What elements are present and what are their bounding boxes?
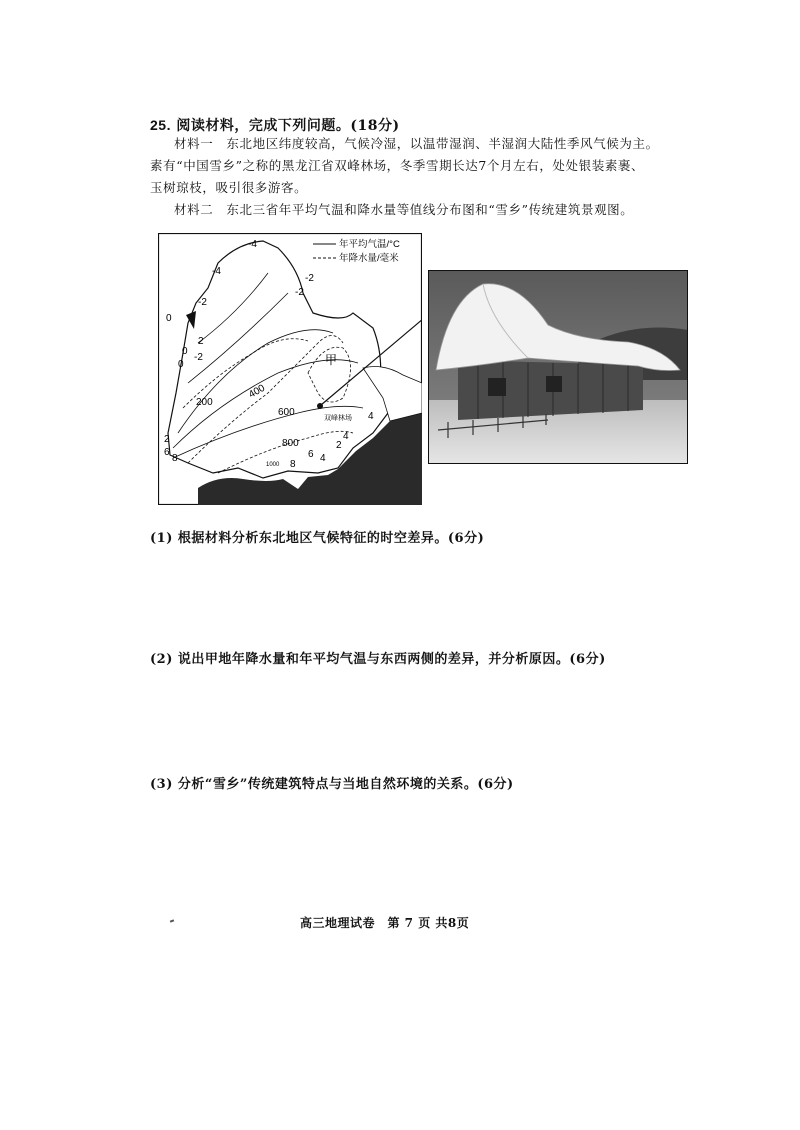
label-temp: -2 bbox=[305, 273, 314, 284]
label-temp: 0 bbox=[182, 346, 188, 357]
label-precip: 400 bbox=[247, 382, 267, 401]
label-temp: -4 bbox=[212, 266, 221, 277]
page-footer: 高三地理试卷 第 7 页 共8页 bbox=[300, 916, 470, 930]
label-precip: 600 bbox=[278, 407, 295, 418]
label-temp: 0 bbox=[178, 359, 184, 370]
label-precip: 1000 bbox=[266, 462, 280, 468]
label-temp: -4 bbox=[248, 239, 257, 250]
label-temp: -2 bbox=[198, 297, 207, 308]
isoline-map bbox=[158, 233, 422, 505]
material-one bbox=[150, 133, 695, 199]
place-jia: 甲 bbox=[325, 353, 338, 367]
window bbox=[546, 376, 562, 392]
legend-temp-label: 年平均气温/°C bbox=[339, 239, 400, 250]
question-title bbox=[150, 115, 400, 135]
label-temp: 8 bbox=[290, 459, 296, 470]
subquestion-2: (2) 说出甲地年降水量和年平均气温与东西两侧的差异，并分析原因。(6分) bbox=[150, 652, 606, 667]
material-one-line-3: 玉树琼枝，吸引很多游客。 bbox=[150, 180, 308, 195]
material-one-line-2: 素有“中国雪乡”之称的黑龙江省双峰林场，冬季雪期长达7个月左右，处处银装素裹、 bbox=[150, 158, 645, 173]
label-temp: 2 bbox=[198, 336, 204, 347]
legend-precip-label: 年降水量/毫米 bbox=[339, 253, 399, 264]
snow-village-photo bbox=[428, 270, 688, 464]
label-temp: 6 bbox=[308, 449, 314, 460]
label-temp: 4 bbox=[343, 431, 349, 442]
material-two: 材料二 东北三省年平均气温和降水量等值线分布图和“雪乡”传统建筑景观图。 bbox=[174, 202, 634, 217]
question-number: 25. bbox=[150, 117, 171, 133]
shuangfeng-marker bbox=[317, 403, 323, 409]
label-temp: 4 bbox=[320, 453, 326, 464]
label-temp: 8 bbox=[172, 453, 178, 464]
label-temp: 4 bbox=[368, 411, 374, 422]
material-one-line-1: 材料一 东北地区纬度较高，气候冷湿，以温带湿润、半湿润大陆性季风气候为主。 bbox=[174, 136, 659, 151]
label-temp: 2 bbox=[164, 434, 170, 445]
label-temp: 0 bbox=[166, 313, 172, 324]
subquestion-1: (1) 根据材料分析东北地区气候特征的时空差异。(6分) bbox=[150, 531, 485, 546]
window bbox=[488, 378, 506, 396]
subquestion-3: (3) 分析“雪乡”传统建筑特点与当地自然环境的关系。(6分) bbox=[150, 777, 514, 792]
label-precip: 800 bbox=[282, 438, 299, 449]
scan-mark bbox=[170, 919, 174, 922]
label-temp: 6 bbox=[164, 447, 170, 458]
shuangfeng-label: 双峰林场 bbox=[324, 415, 352, 422]
question-title-text: 阅读材料，完成下列问题。(18分) bbox=[176, 118, 400, 134]
label-temp: -2 bbox=[295, 287, 304, 298]
label-temp: 2 bbox=[336, 440, 342, 451]
label-precip: 200 bbox=[196, 397, 213, 408]
label-temp: -2 bbox=[194, 352, 203, 363]
